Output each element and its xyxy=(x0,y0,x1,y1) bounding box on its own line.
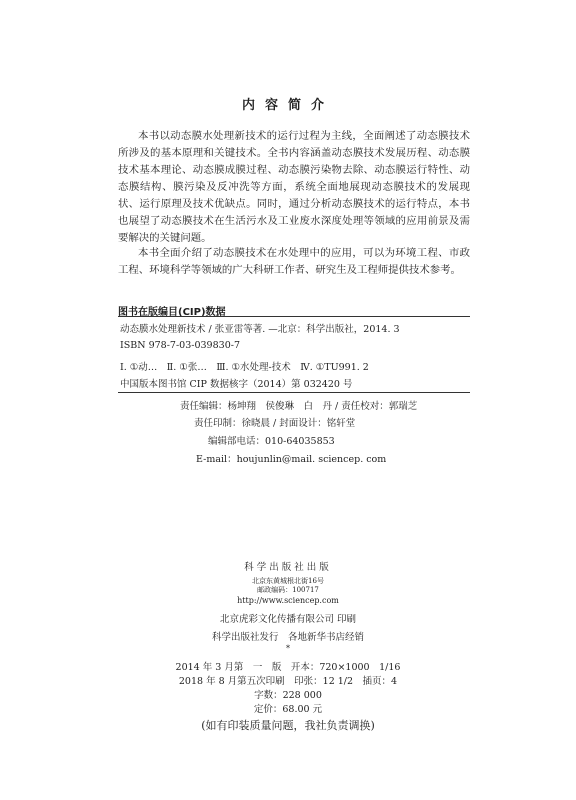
page-title: 内容简介 xyxy=(241,98,334,113)
publisher-name: 科学出版社出版 xyxy=(244,562,332,573)
printer: 北京虎彩文化传播有限公司 印刷 xyxy=(219,614,357,625)
credits-email: E-mail：houjunlin@mail. sciencep. com xyxy=(196,454,387,465)
price: 定价：68.00 元 xyxy=(253,704,323,715)
separator-star: * xyxy=(286,644,290,653)
cip-title-line: 动态膜水处理新技术 / 张亚雷等著. —北京：科学出版社，2014. 3 xyxy=(120,324,400,335)
publisher-url: http://www.sciencep.com xyxy=(237,596,339,605)
publisher-address: 北京东黄城根北街16号 xyxy=(252,577,324,585)
printing-info: 2018 年 8 月第五次印刷 印张：12 1/2 插页：4 xyxy=(178,676,398,687)
credits-phone: 编辑部电话：010-64035853 xyxy=(208,436,335,447)
cip-bottom-divider xyxy=(118,392,470,393)
word-count: 字数：228 000 xyxy=(254,690,322,701)
quality-notice: (如有印装质量问题，我社负责调换) xyxy=(201,719,375,732)
cip-isbn: ISBN 978-7-03-039830-7 xyxy=(120,340,240,351)
cip-top-divider xyxy=(118,316,470,317)
cip-record-number: 中国版本图书馆 CIP 数据核字（2014）第 032420 号 xyxy=(120,379,353,390)
cip-classification: Ⅰ. ①动… Ⅱ. ①张… Ⅲ. ①水处理-技术 Ⅳ. ①TU991. 2 xyxy=(120,362,369,373)
edition-info: 2014 年 3 月第 一 版 开本：720×1000 1/16 xyxy=(175,662,401,673)
distribution: 科学出版社发行 各地新华书店经销 xyxy=(211,632,364,643)
summary-paragraph-2: 本书全面介绍了动态膜技术在水处理中的应用，可以为环境工程、市政工程、环境科学等领域的广大科研工作者、研究生及工程师提供技术参考。 xyxy=(118,247,470,276)
summary-paragraph-1: 本书以动态膜水处理新技术的运行过程为主线，全面阐述了动态膜技术所涉及的基本原理和关键技术。全书内容涵盖动态膜技术发展历程、动态膜技术基本理论、动态膜成膜过程、动态膜污染物去除、动态膜运行特性、动态膜结构、膜污染及反冲洗等方面，系统全面地展现动态膜技术的发展现状、运行原理及技术优缺点。同时，通过分析动态膜技术的运行特点，本书也展望了动态膜技术在生活污水及工业废水深度处理等领域的应用前景及需要解决的关键问题。 xyxy=(118,130,470,244)
publisher-postcode: 邮政编码：100717 xyxy=(257,586,319,594)
credits-production: 责任印制：徐晓晨 / 封面设计：铭轩堂 xyxy=(194,418,356,429)
credits-editors: 责任编辑：杨坤翔 侯俊琳 白 丹 / 责任校对：郭瑞芝 xyxy=(180,401,418,412)
cip-heading: 图书在版编目(CIP)数据 xyxy=(118,307,226,318)
